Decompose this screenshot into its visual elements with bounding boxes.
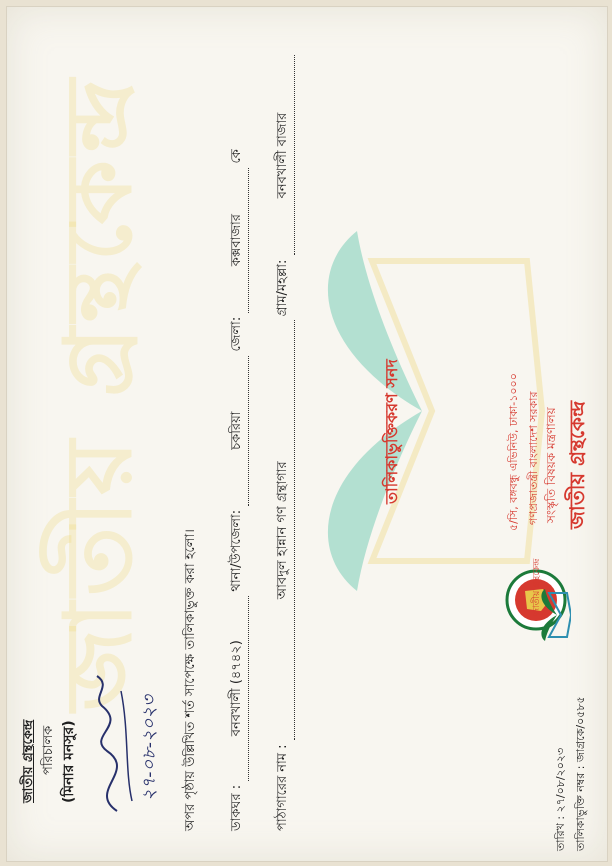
cert-date-value: ২৭/০৮/২০২৩ [554, 747, 567, 813]
postoffice-value: বনবখালী (৪৭৪২) [229, 640, 244, 737]
header-government: গণপ্রজাতন্ত্রী বাংলাদেশ সরকার [527, 391, 540, 525]
postoffice-label: ডাকঘর : [229, 784, 244, 831]
thana-label: থানা/উপজেলা: [229, 509, 244, 592]
row-address [227, 149, 249, 831]
signer-organization: জাতীয় গ্রন্থকেন্দ্র [21, 719, 36, 803]
header-title: জাতীয় গ্রন্থকেন্দ্র [565, 400, 589, 529]
cert-number-label: তালিকাভুক্তি নম্বর : [574, 765, 587, 851]
header-ministry: সংস্কৃতি বিষয়ক মন্ত্রণালয় [544, 407, 558, 523]
village-value: বনবখালী বাজার [275, 112, 290, 199]
thana-value: চকরিয়া [229, 411, 244, 450]
village-label: গ্রাম/মহল্লা: [275, 259, 290, 317]
cert-date-label: তারিখ : [554, 815, 567, 851]
signer-designation: পরিচালক [41, 725, 56, 775]
certificate-heading: তালিকাভুক্তিকরণ সনদ [382, 359, 401, 504]
district-value: কক্সবাজার [229, 214, 244, 267]
watermark: জাতীয় গ্রন্থকেন্দ্র [44, 73, 152, 711]
library-label: পাঠাগারের নাম : [275, 744, 290, 831]
certificate-statement: অপর পৃষ্ঠায় উল্লিখিত শর্ত সাপেক্ষে তালিকাভুক্ত করা হলো। [183, 529, 198, 831]
rotated-page [7, 7, 607, 861]
cert-date [552, 748, 571, 851]
signed-date: ২৭-০৮-২০২৩ [139, 695, 160, 801]
header-address: ৫/সি, বঙ্গবন্ধু এভিনিউ, ঢাকা-১০০০ [507, 373, 520, 531]
signer-name: (মিনার মনসুর) [61, 720, 77, 803]
cert-number-value: জাগ্রকে/০৫৮৫ [574, 696, 587, 762]
logo-text: জাতীয় গ্রন্থকেন্দ্র [532, 558, 542, 616]
cert-number [572, 696, 591, 851]
district-label: জেলা: [229, 316, 244, 352]
library-value: আবদুল হান্নান গণ গ্রন্থাগার [275, 461, 290, 600]
row-library [273, 55, 295, 831]
certificate-sheet [6, 6, 608, 862]
district-suffix: কে [229, 149, 244, 164]
